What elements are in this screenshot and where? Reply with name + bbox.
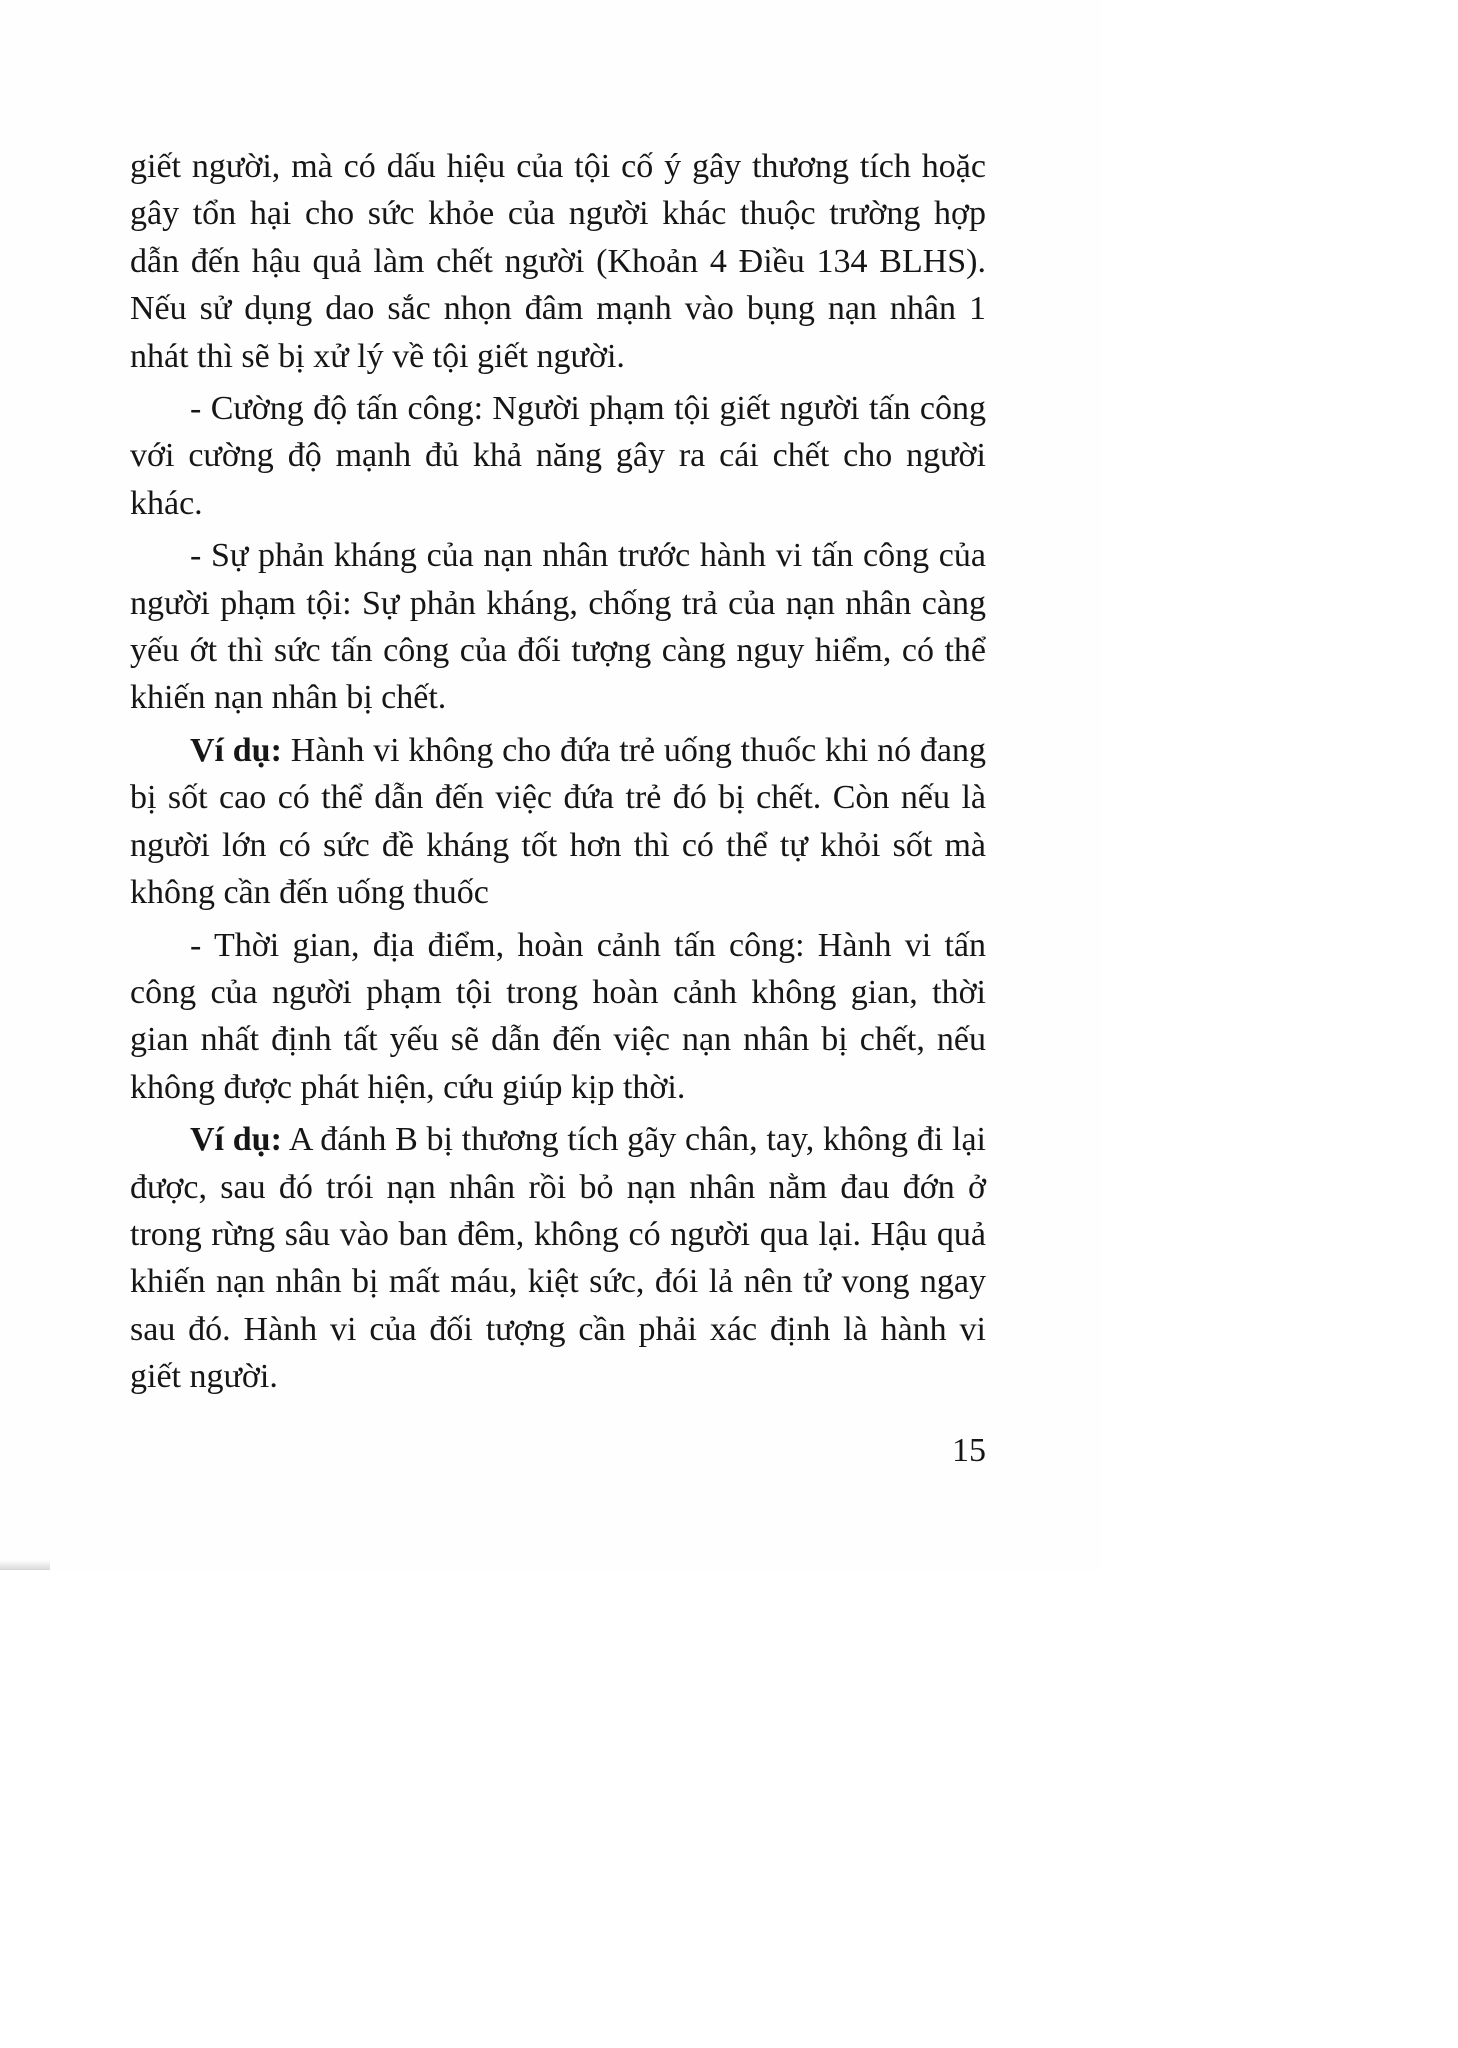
paragraph-example-child <box>130 727 986 917</box>
paragraph-text: Hành vi không cho đứa trẻ uống thuốc khi nó đang bị sốt cao có thể dẫn đến việc đứa trẻ đó bị chết. Còn nếu là người lớn có sức đề kháng tốt hơn thì có thể tự khỏi sốt mà không cần đến uống thuốc <box>130 731 987 912</box>
body-text <box>130 143 986 1401</box>
paragraph-text: - Thời gian, địa điểm, hoàn cảnh tấn công: Hành vi tấn công của người phạm tội trong hoàn cảnh không gian, thời gian nhất định tất yếu sẽ dẫn đến việc nạn nhân bị chết, nếu không được phát hiện, cứu giúp kịp thời. <box>130 926 986 1106</box>
example-label: Ví dụ: <box>190 1121 282 1159</box>
paragraph-text: A đánh B bị thương tích gãy chân, tay, không đi lại được, sau đó trói nạn nhân rồi bỏ nạn nhân nằm đau đớn ở trong rừng sâu vào ban đêm, không có người qua lại. Hậu quả khiến nạn nhân bị mất máu, kiệt sức, đói lả nên tử vong ngay sau đó. Hành vi của đối tượng cần phải xác định là hành vi giết người. <box>130 1121 987 1396</box>
paragraph-attack-intensity <box>130 385 986 527</box>
paragraph-text: - Cường độ tấn công: Người phạm tội giết người tấn công với cường độ mạnh đủ khả năng gây ra cái chết cho người khác. <box>130 390 986 522</box>
paragraph-victim-resistance <box>130 532 986 722</box>
paragraph-text: - Sự phản kháng của nạn nhân trước hành vi tấn công của người phạm tội: Sự phản kháng, chống trả của nạn nhân càng yếu ớt thì sức tấn công của đối tượng càng nguy hiểm, có thể khiến nạn nhân bị chết. <box>130 537 986 717</box>
page-edge-shadow <box>0 1560 50 1570</box>
page-number: 15 <box>952 1432 986 1469</box>
paragraph-continuation <box>130 143 986 380</box>
paragraph-text: giết người, mà có dấu hiệu của tội cố ý gây thương tích hoặc gây tổn hại cho sức khỏe của người khác thuộc trường hợp dẫn đến hậu quả làm chết người (Khoản 4 Điều 134 BLHS). Nếu sử dụng dao sắc nhọn đâm mạnh vào bụng nạn nhân 1 nhát thì sẽ bị xử lý về tội giết người. <box>130 148 986 375</box>
example-label: Ví dụ: <box>190 731 282 769</box>
paragraph-example-forest <box>130 1116 986 1400</box>
paragraph-time-place-circumstance <box>130 922 986 1112</box>
